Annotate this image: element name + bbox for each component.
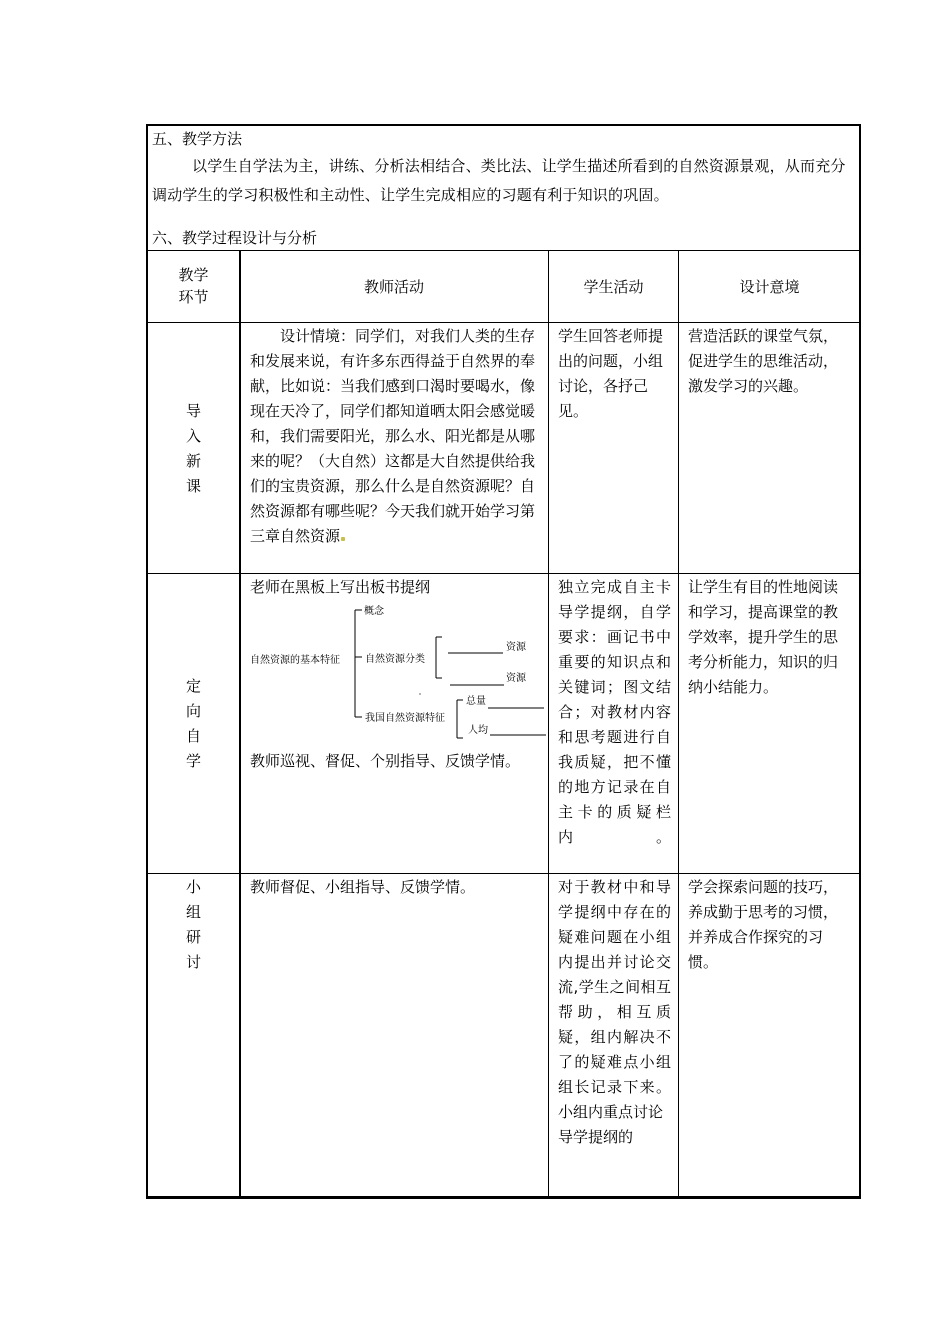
- row1-teacher-text: 设计情境：同学们，对我们人类的生存和发展来说，有许多东西得益于自然界的奉献，比如说：当我们感到口渴时要喝水，像现在天冷了，同学们都知道晒太阳会感觉暖和，我们需要阳光，那么水、阳光都是从哪来的呢？（大自然）这都是大自然提供给我们的宝贵资源，那么什么是自然资源呢？自然资源都有哪些呢？今天我们就开始学习第三章自然资源: [250, 327, 536, 545]
- section5-paragraph: 以学生自学法为主，讲练、分析法相结合、类比法、让学生描述所看到的自然资源景观，从而充分调动学生的学习积极性和主动性、让学生完成相应的习题有利于知识的巩固。: [152, 157, 846, 204]
- row1-bottom-border: [147, 573, 860, 574]
- section5-heading: 五、教学方法: [152, 130, 243, 148]
- row2-teacher-bottom: 教师巡视、督促、个别指导、反馈学情。: [250, 752, 521, 770]
- header-bottom-border: [147, 322, 860, 323]
- diagram-dot: [419, 693, 420, 694]
- diagram-resource2: 资源: [506, 673, 526, 684]
- row2-stage: [147, 674, 240, 774]
- row3-design-intent: 学会探索问题的技巧，养成勤于思考的习惯，并养成合作探究的习惯。: [688, 878, 839, 971]
- row2-student-activity: 独立完成自主卡导学提纲，自学要求：画记书中重要的知识点和关键词；图文结合；对教材内容和思考题进行自我质疑，把不懂的地方记录在自主卡的质疑栏内。: [558, 578, 671, 846]
- stage-char: 导: [185, 402, 201, 420]
- row3-stage: [147, 875, 240, 975]
- column-divider-3: [678, 250, 679, 1198]
- diagram-classification: 自然资源分类: [365, 654, 425, 665]
- stage-char: 课: [185, 477, 201, 495]
- blackboard-outline-diagram: [250, 605, 550, 745]
- diagram-resource1: 资源: [506, 642, 526, 653]
- stage-char: 新: [185, 452, 201, 470]
- header-student: 学生活动: [583, 278, 644, 296]
- header-stage: [147, 264, 240, 308]
- header-design: 设计意境: [739, 278, 800, 296]
- diagram-per-capita: 人均: [468, 725, 488, 736]
- row1-student-activity: 学生回答老师提出的问题，小组讨论，各抒己见。: [558, 327, 664, 420]
- row2-design-intent: 让学生有目的性地阅读和学习，提高课堂的教学效率，提升学生的思考分析能力，知识的归纳小结能力。: [688, 578, 839, 696]
- row3-teacher-activity: 教师督促、小组指导、反馈学情。: [250, 878, 476, 896]
- row1-stage: [147, 399, 240, 499]
- row2-bottom-border: [147, 873, 860, 874]
- stage-char: 入: [185, 427, 201, 445]
- diagram-china-features: 我国自然资源特征: [365, 713, 445, 724]
- diagram-concept: 概念: [364, 606, 384, 617]
- section6-heading: 六、教学过程设计与分析: [152, 229, 318, 247]
- stage-char: 小: [185, 878, 201, 896]
- row1-design-intent: 营造活跃的课堂气氛，促进学生的思维活动，激发学习的兴趣。: [688, 327, 839, 395]
- stage-char: 向: [185, 702, 201, 720]
- row3-student-text: 对于教材中和导学提纲中存在的疑难问题在小组内提出并讨论交流,学生之间相互帮助，相互质疑，组内解决不了的疑难点小组组长记录下来。: [558, 878, 671, 1096]
- header-teacher: 教师活动: [363, 278, 424, 296]
- marker-icon: [341, 537, 345, 541]
- diagram-root: 自然资源的基本特征: [250, 655, 340, 666]
- row3-student-activity: [558, 875, 671, 1150]
- stage-char: 研: [185, 928, 201, 946]
- stage-char: 学: [185, 752, 201, 770]
- row2-teacher-top: 老师在黑板上写出板书提纲: [250, 578, 431, 596]
- diagram-total: 总量: [466, 696, 486, 707]
- stage-char: 定: [185, 677, 201, 695]
- row1-teacher-activity: [250, 324, 545, 549]
- stage-char: 自: [185, 727, 201, 745]
- table-top-border: [147, 250, 860, 251]
- header-stage-line2: 环节: [178, 288, 209, 306]
- header-stage-line1: 教学: [178, 266, 209, 284]
- stage-char: 讨: [185, 953, 201, 971]
- row3-student-extra: 小组内重点讨论导学提纲的: [558, 1103, 664, 1146]
- stage-char: 组: [185, 903, 201, 921]
